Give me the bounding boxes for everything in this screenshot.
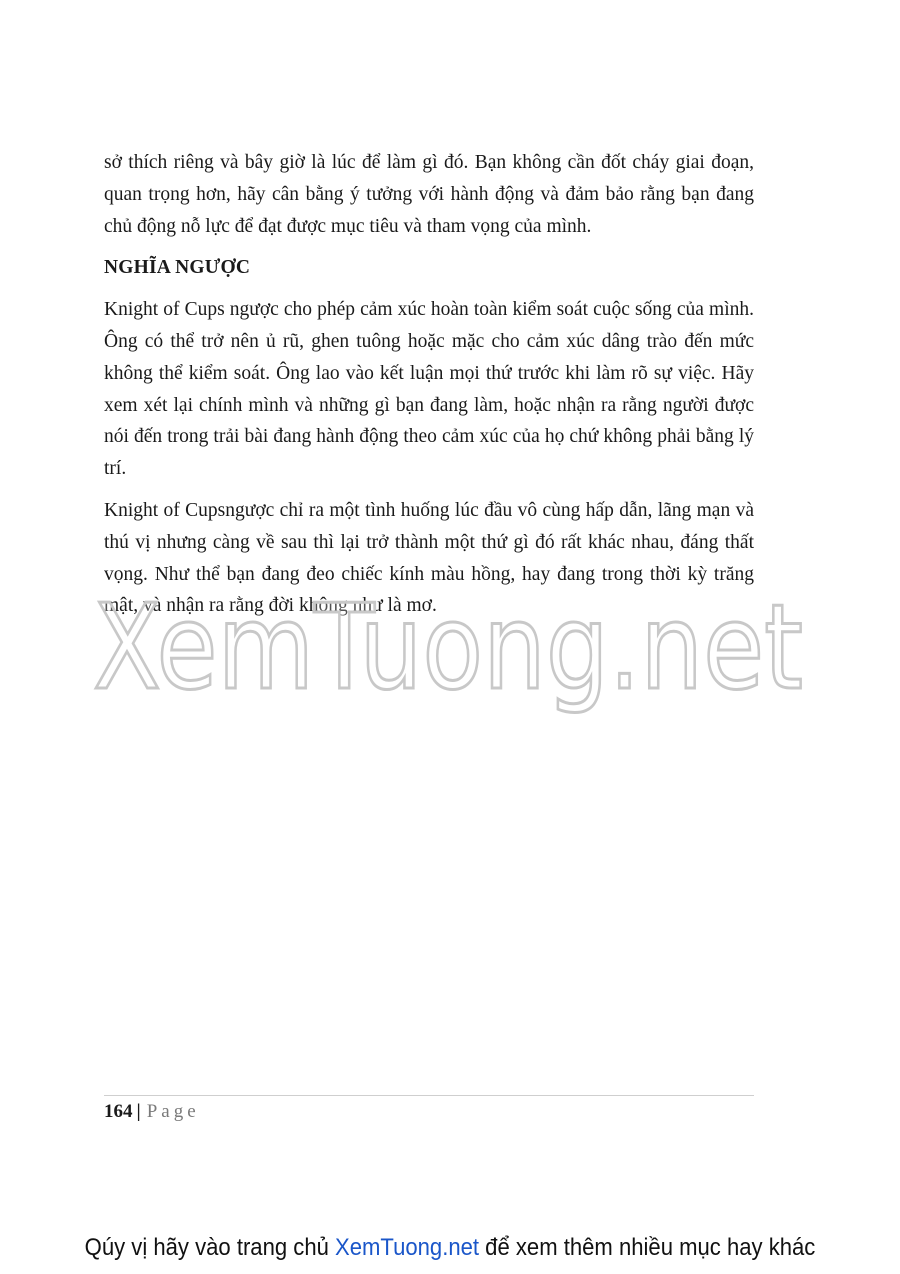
paragraph-reversed-meaning: Knight of Cups ngược cho phép cảm xúc hoàn toàn kiểm soát cuộc sống của mình. Ông có thể trở nên ủ rũ, ghen tuông hoặc mặc cho cảm xúc dâng trào đến mức không thể kiểm soát. Ông lao vào kết luận mọi thứ trước khi làm rõ sự việc. Hãy xem xét lại chính mình và những gì bạn đang làm, hoặc nhận ra rằng người được nói đến trong trải bài đang hành động theo cảm xúc của họ chứ không phải bằng lý trí. bbox=[104, 299, 754, 480]
page-number: 164 bbox=[104, 1101, 133, 1122]
footer-divider bbox=[104, 1095, 754, 1096]
paragraph-intro: sở thích riêng và bây giờ là lúc để làm gì đó. Bạn không cần đốt cháy giai đoạn, quan trọng hơn, hãy cân bằng ý tưởng với hành động và đảm bảo rằng bạn đang chủ động nỗ lực để đạt được mục tiêu và tham vọng của mình. bbox=[104, 152, 754, 237]
footer-separator: | bbox=[136, 1101, 141, 1122]
page-label: Page bbox=[146, 1101, 200, 1122]
site-link[interactable]: XemTuong.net bbox=[335, 1234, 480, 1261]
site-banner bbox=[36, 1228, 864, 1268]
page-content bbox=[104, 147, 754, 622]
paragraph-reversed-situation: Knight of Cupsngược chỉ ra một tình huống lúc đầu vô cùng hấp dẫn, lãng mạn và thú vị nhưng càng về sau thì lại trở thành một thứ gì đó rất khác nhau, đáng thất vọng. Như thể bạn đang đeo chiếc kính màu hồng, hay đang trong thời kỳ trăng mật, và nhận ra rằng đời không như là mơ. bbox=[104, 499, 754, 617]
svg-text:XemTuong.net: XemTuong.net bbox=[93, 578, 803, 716]
section-heading: NGHĨA NGƯỢC bbox=[104, 257, 251, 279]
banner-prefix: Qúy vị hãy vào trang chủ bbox=[84, 1234, 336, 1261]
page-footer bbox=[104, 1096, 200, 1128]
banner-suffix: để xem thêm nhiều mục hay khác bbox=[479, 1234, 816, 1261]
